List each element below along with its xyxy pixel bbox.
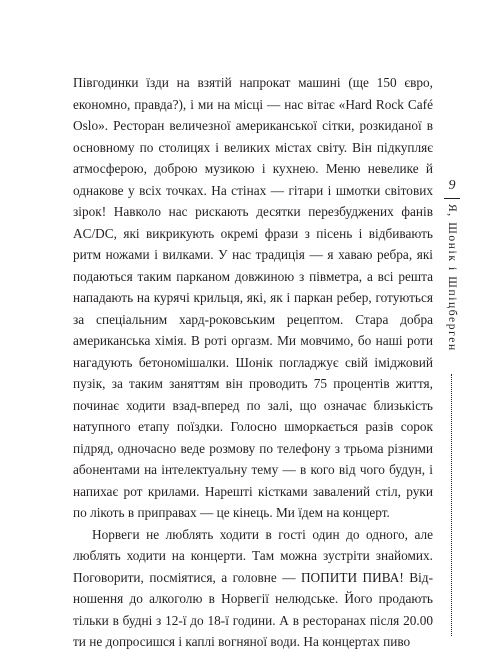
dotted-leader bbox=[451, 374, 452, 636]
running-title: Я, Шонік і Шпіцберген bbox=[446, 204, 458, 352]
paragraph-1: Півгодинки їзди на взятій напрокат машині (ще 150 євро, економно, правда?), і ми на місці — нас вітає «Hard Rock Café Oslo». Ресторан величезної американської сітки, розкиданої в основному по столицях і великих містах світу. Він підкупляє атмосферою, доброю музикою і кухнею. Меню невелике й однакове у всіх точках. На стінах — гітари і шмотки світових зірок! Навколо нас рискають десятки перезбуджених фанів AC/DC, які викрикують окремі фрази з пісень і відбивають ритм ножами і вилками. У нас традиція — я хаваю ребра, які подаються таким парканом довжиною з півметра, а всі решта нападають на курячі крильця, які, як і паркан ребер, готуються за спеціальним хард-роковським рецептом. Стара добра американська хімія. В роті оргазм. Ми мовчимо, бо наші роти нагадують бетономішалки. Шонік погладжує свій іміджовий пузік, за таким заняттям він проводить 75 процентів життя, починає ходити взад-вперед по залі, що означає близькість натупного етапу поїздки. Голосно шморкається разів сорок підряд, одночасно веде розмову по телефону з трьома різними абонентами на інтелектуальну тему — в кого від чого будун, і напихає рот крилами. Нарешті кістками завалений стіл, руки по лікоть в приправах — це кінець. Ми їдем на концерт. bbox=[73, 75, 433, 520]
page-number: 9 bbox=[448, 178, 456, 193]
body-text bbox=[73, 72, 433, 653]
folio-rule bbox=[444, 198, 460, 199]
running-head bbox=[442, 178, 462, 648]
paragraph-2: Норвеги не люблять ходити в гості один до одного, але люблять ходити на концерти. Там можна зустріти знайомих. Поговорити, посміятися, а головне — ПОПИТИ ПИВА! Відношення до алкоголю в Норвегії нелюдське. Його продають тільки в будні з 12-ї до 18-ї години. А в ресторанах після 20.00 ти не допросишся і каплі вогняної води. На концертах пиво bbox=[73, 526, 433, 649]
